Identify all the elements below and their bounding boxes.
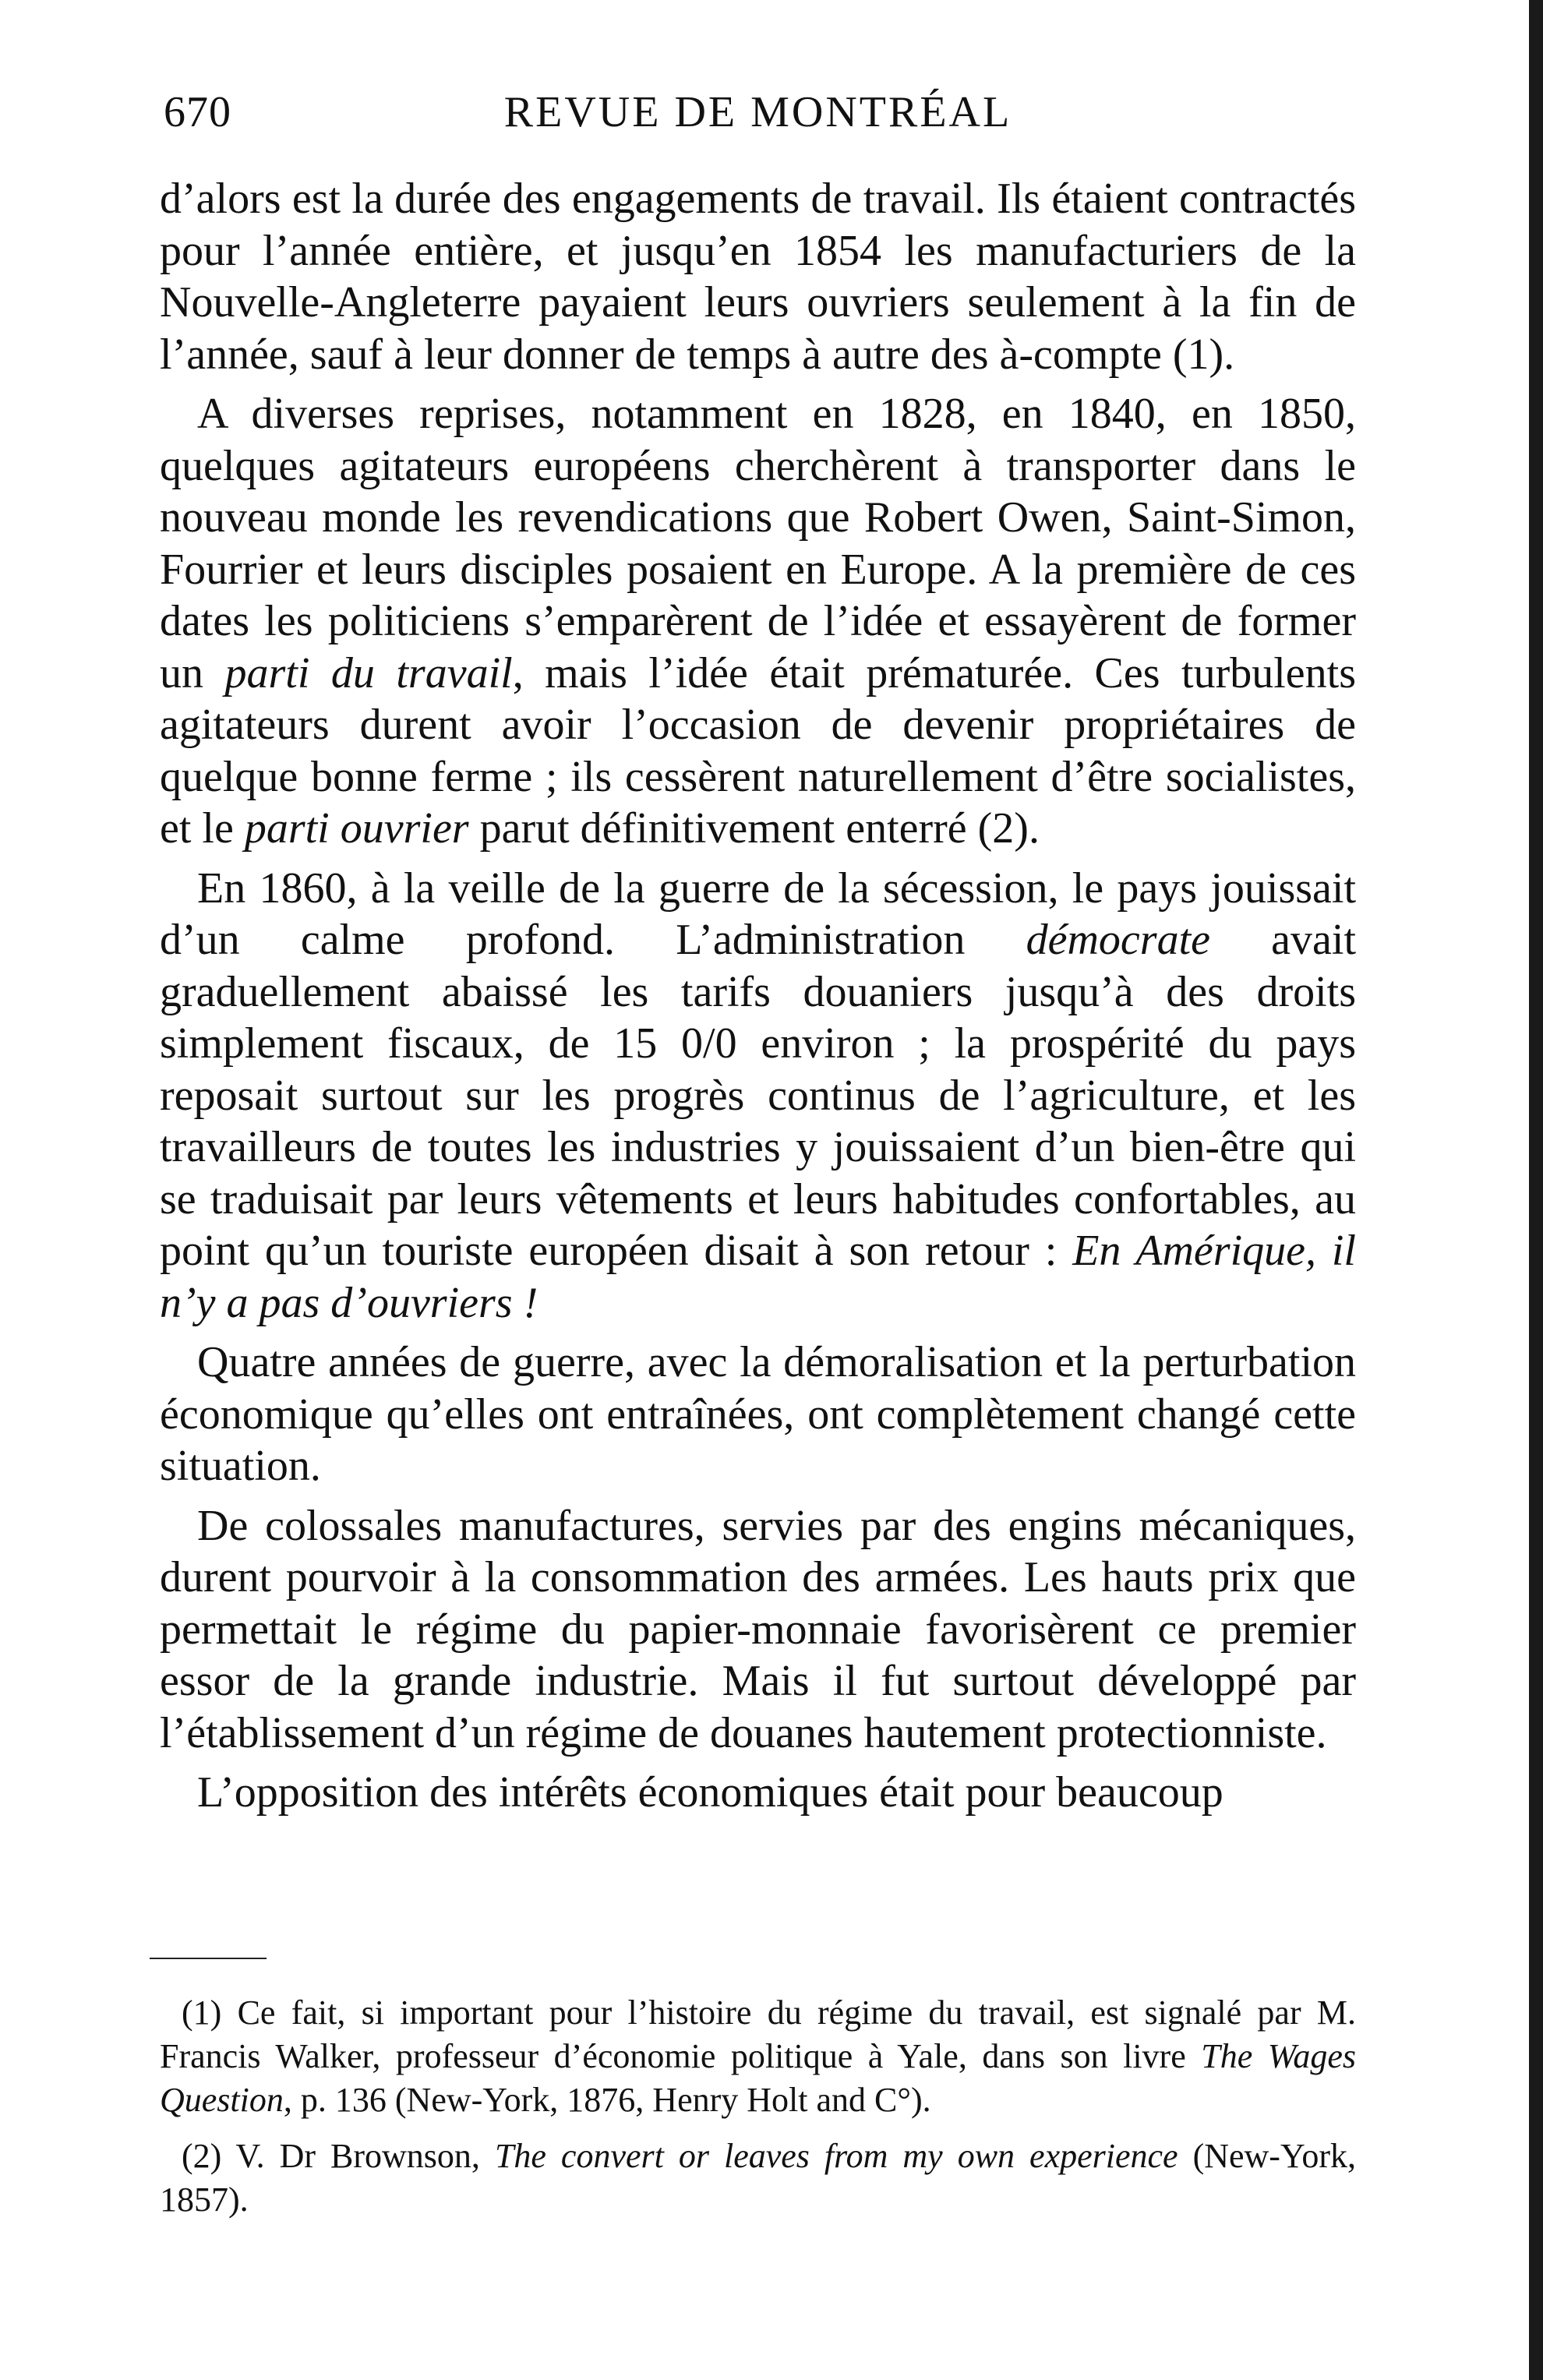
italic-text-run: En Amérique, il n’y a pas d’ouvriers ! bbox=[160, 1227, 1356, 1327]
page-header bbox=[164, 87, 1352, 150]
text-run: , mais l’idée était prématurée. Ces turbulents agitateurs durent avoir l’occasion de devenir propriétaires de quelque bonne ferme ; ils cessèrent naturellement d’être socialistes, et le bbox=[160, 648, 1357, 853]
italic-text-run: parti du travail bbox=[224, 648, 513, 697]
paragraph bbox=[160, 388, 1356, 855]
paragraph bbox=[160, 1767, 1356, 1819]
text-run: (1) Ce fait, si important pour l’histoire du régime du travail, est signalé par M. Francis Walker, professeur d’économie politique à Yale, dans son livre bbox=[160, 1993, 1356, 2075]
text-run: d’alors est la durée des engagements de travail. Ils étaient contractés pour l’année entière, et jusqu’en 1854 les manufacturiers de la Nouvelle-Angleterre payaient leurs ouvriers seulement à la fin de l’année, sauf à leur donner de temps à autre des à-compte (1). bbox=[160, 175, 1356, 379]
text-run: A diverses reprises, notamment en 1828, en 1840, en 1850, quelques agitateurs européens cherchèrent à transporter dans le nouveau monde les revendications que Robert Owen, Saint-Simon, Fourrier et leurs disciples posaient en Europe. A la première de ces dates les politiciens s’emparèrent de l’idée et essayèrent de former un bbox=[160, 390, 1356, 697]
paragraph bbox=[160, 1500, 1356, 1760]
footnotes bbox=[160, 1991, 1356, 2234]
text-run: parut définitivement enterré (2). bbox=[468, 804, 1040, 853]
footnote-rule bbox=[150, 1958, 267, 1959]
paragraph bbox=[160, 863, 1356, 1329]
text-run: De colossales manufactures, servies par des engins mécaniques, durent pourvoir à la consommation des armées. Les hauts prix que permettait le régime du papier-monnaie favorisèrent ce premier essor de la grande industrie. Mais il fut surtout développé par l’établissement d’un régime de douanes hautement protectionniste. bbox=[160, 1501, 1356, 1757]
page-number: 670 bbox=[164, 88, 231, 136]
text-run: L’opposition des intérêts économiques était pour beaucoup bbox=[197, 1768, 1223, 1817]
text-run: , p. 136 (New-York, 1876, Henry Holt and C°). bbox=[283, 2081, 931, 2119]
text-run: (New-York, 1857). bbox=[160, 2137, 1356, 2219]
text-run: Quatre années de guerre, avec la démoralisation et la perturbation économique qu’elles ont entraînées, ont complètement changé cette situation. bbox=[160, 1338, 1356, 1490]
running-title: REVUE DE MONTRÉAL bbox=[503, 88, 1012, 136]
text-run: avait graduellement abaissé les tarifs douaniers jusqu’à des droits simplement fiscaux, de 15 0/0 environ ; la prospérité du pays reposait surtout sur les progrès continus de l’agriculture, et les travailleurs de toutes les industries y jouissaient d’un bien-être qui se traduisait par leurs vêtements et leurs habitudes confortables, au point qu’un touriste européen disait à son retour : bbox=[160, 916, 1357, 1275]
text-run: (2) V. Dr Brownson, bbox=[182, 2137, 495, 2175]
footnote bbox=[160, 1991, 1356, 2122]
footnote bbox=[160, 2135, 1356, 2222]
italic-text-run: parti ouvrier bbox=[244, 804, 469, 853]
paragraph bbox=[160, 1337, 1356, 1492]
body-text bbox=[160, 173, 1356, 1827]
text-run: En 1860, à la veille de la guerre de la sécession, le pays jouissait d’un calme profond. L’administration bbox=[160, 863, 1356, 964]
italic-text-run: démocrate bbox=[1026, 916, 1210, 964]
italic-text-run: The convert or leaves from my own experience bbox=[494, 2137, 1178, 2175]
paragraph bbox=[160, 173, 1356, 380]
italic-text-run: The Wages Question bbox=[160, 2037, 1357, 2119]
page-edge-shadow bbox=[1529, 0, 1543, 2380]
